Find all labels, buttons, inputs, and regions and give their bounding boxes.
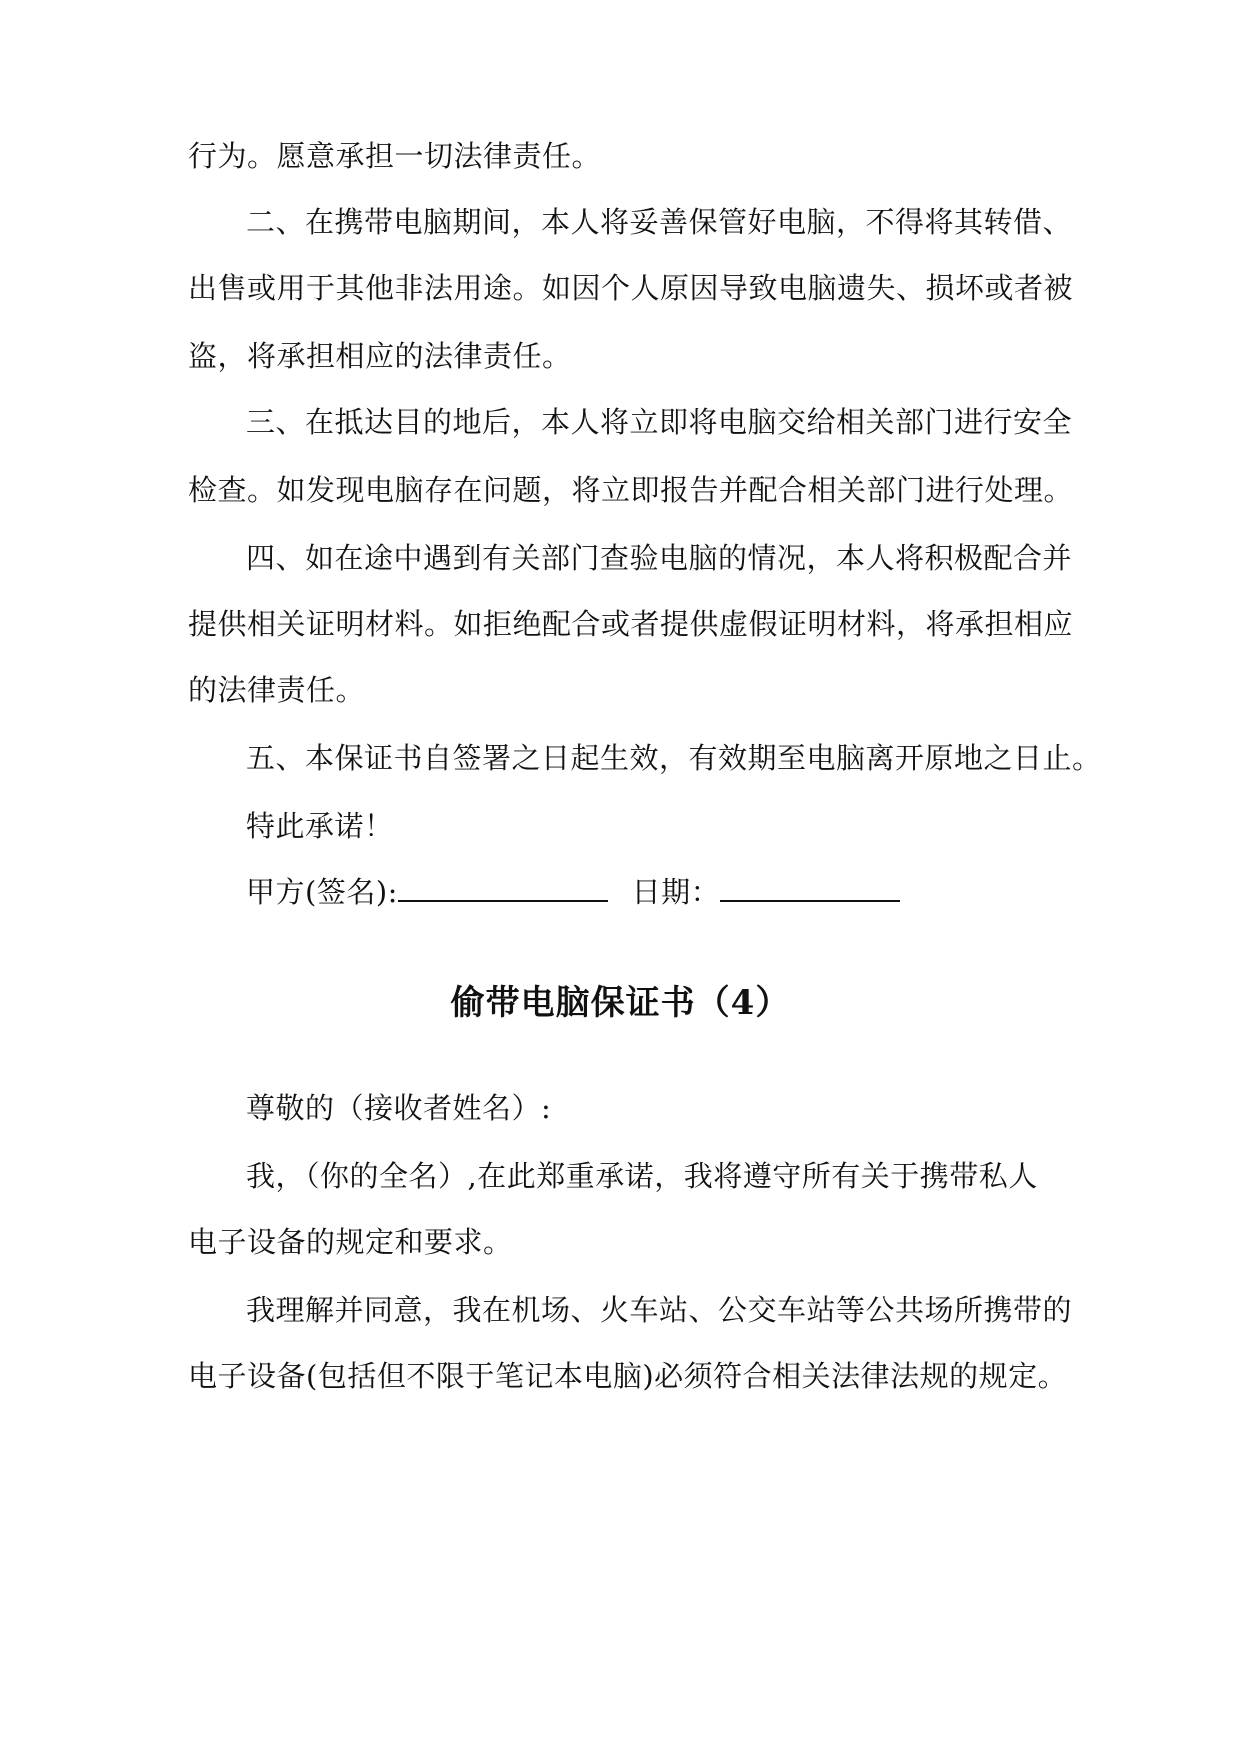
signature-blank xyxy=(398,872,608,902)
paragraph-line: 四、如在途中遇到有关部门查验电脑的情况，本人将积极配合并 xyxy=(246,541,1073,575)
signature-line xyxy=(246,872,1126,912)
date-label: 日期： xyxy=(631,875,721,909)
paragraph-line: 电子设备(包括但不限于笔记本电脑)必须符合相关法律法规的规定。 xyxy=(188,1359,1068,1393)
paragraph-line: 二、在携带电脑期间，本人将妥善保管好电脑，不得将其转借、 xyxy=(246,205,1073,239)
paragraph-line: 我理解并同意，我在机场、火车站、公交车站等公共场所携带的 xyxy=(246,1293,1073,1327)
paragraph-line: 检查。如发现电脑存在问题，将立即报告并配合相关部门进行处理。 xyxy=(188,473,1074,507)
signature-label: 甲方(签名): xyxy=(246,875,398,909)
paragraph-line: 电子设备的规定和要求。 xyxy=(188,1225,513,1259)
paragraph-line: 提供相关证明材料。如拒绝配合或者提供虚假证明材料，将承担相应 xyxy=(188,607,1074,641)
closing-text: 特此承诺！ xyxy=(246,809,394,843)
paragraph-line: 行为。愿意承担一切法律责任。 xyxy=(188,139,602,173)
paragraph-line: 五、本保证书自签署之日起生效，有效期至电脑离开原地之日止。 xyxy=(246,741,1102,775)
paragraph-line: 盗，将承担相应的法律责任。 xyxy=(188,339,572,373)
document-title: 偷带电脑保证书（4） xyxy=(450,983,791,1023)
paragraph-line: 我，（你的全名）,在此郑重承诺，我将遵守所有关于携带私人 xyxy=(246,1159,1038,1193)
date-blank xyxy=(720,872,900,902)
salutation: 尊敬的（接收者姓名）: xyxy=(246,1091,552,1125)
paragraph-line: 三、在抵达目的地后，本人将立即将电脑交给相关部门进行安全 xyxy=(246,405,1073,439)
paragraph-line: 的法律责任。 xyxy=(188,673,366,707)
paragraph-line: 出售或用于其他非法用途。如因个人原因导致电脑遗失、损坏或者被 xyxy=(188,271,1074,305)
